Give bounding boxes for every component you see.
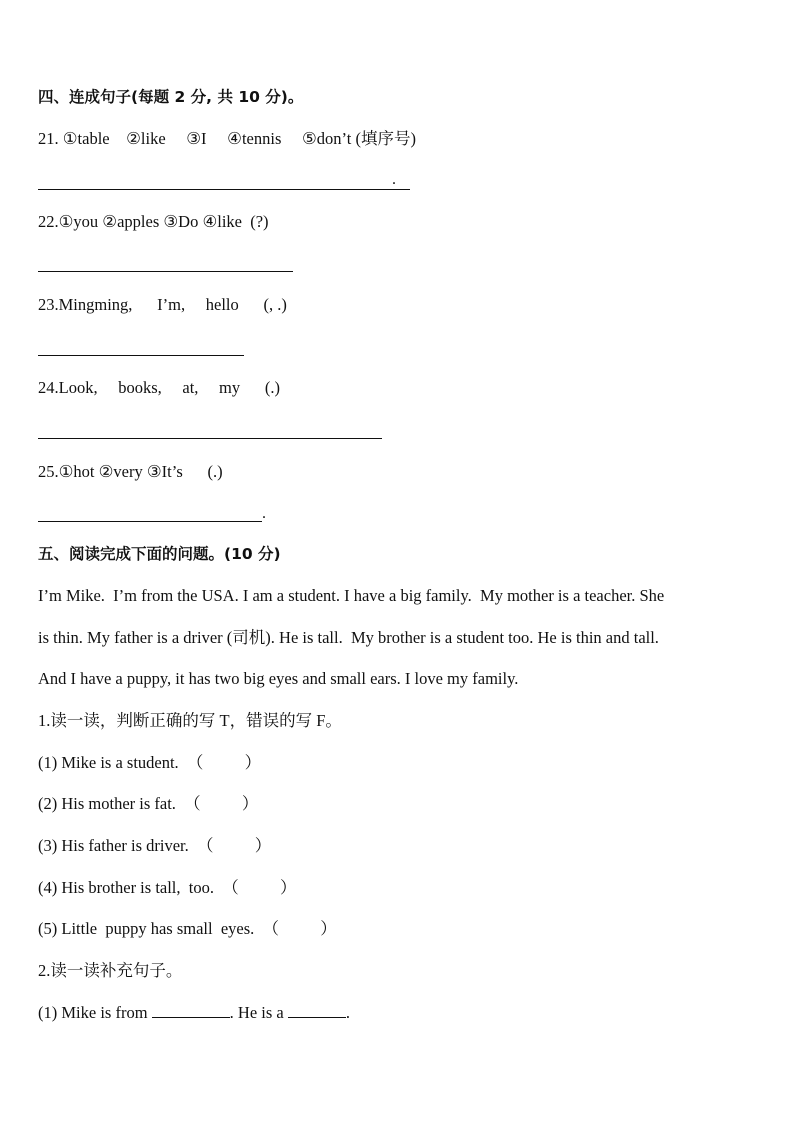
section-5-title: 五、阅读完成下面的问题。(10 分) xyxy=(38,545,281,563)
question-25: 25.①hot ②very ③It’s (.) xyxy=(38,462,223,481)
tf-item-2: (2) His mother is fat. （ ） xyxy=(38,794,259,813)
question-23: 23.Mingming, I’m, hello (, .) xyxy=(38,295,287,314)
part-1-title: 1.读一读，判断正确的写 T，错误的写 F。 xyxy=(38,711,342,730)
fill-blank-country[interactable] xyxy=(152,1003,230,1018)
question-22: 22.①you ②apples ③Do ④like (?) xyxy=(38,212,269,231)
answer-line-22[interactable] xyxy=(38,271,293,272)
fill-sentence-1 xyxy=(38,1003,350,1023)
tf-item-3: (3) His father is driver. （ ） xyxy=(38,836,272,855)
answer-line-21[interactable] xyxy=(38,189,410,190)
question-21: 21. ①table ②like ③I ④tennis ⑤don’t (填序号) xyxy=(38,129,416,148)
tf-item-5: (5) Little puppy has small eyes. （ ） xyxy=(38,919,337,938)
answer-25-period: . xyxy=(262,505,266,522)
fill-sentence-end: . xyxy=(345,1003,350,1022)
answer-line-24[interactable] xyxy=(38,438,382,439)
answer-line-25[interactable] xyxy=(38,521,262,522)
answer-21-period: . xyxy=(392,171,396,188)
fill-blank-occupation[interactable] xyxy=(288,1003,346,1018)
part-2-title: 2.读一读补充句子。 xyxy=(38,961,183,980)
fill-sentence-mid: . He is a xyxy=(229,1003,288,1022)
tf-item-1: (1) Mike is a student. （ ） xyxy=(38,753,262,772)
fill-sentence-prefix: (1) Mike is from xyxy=(38,1003,152,1022)
answer-line-23[interactable] xyxy=(38,355,244,356)
passage-line-1: I’m Mike. I’m from the USA. I am a student. I have a big family. My mother is a teacher. She xyxy=(38,586,665,605)
question-24: 24.Look, books, at, my (.) xyxy=(38,378,280,397)
passage-line-3: And I have a puppy, it has two big eyes and small ears. I love my family. xyxy=(38,669,519,688)
tf-item-4: (4) His brother is tall, too. （ ） xyxy=(38,878,297,897)
passage-line-2: is thin. My father is a driver (司机). He is tall. My brother is a student too. He is thin and tall. xyxy=(38,628,659,647)
section-4-title: 四、连成句子(每题 2 分, 共 10 分)。 xyxy=(38,88,304,106)
